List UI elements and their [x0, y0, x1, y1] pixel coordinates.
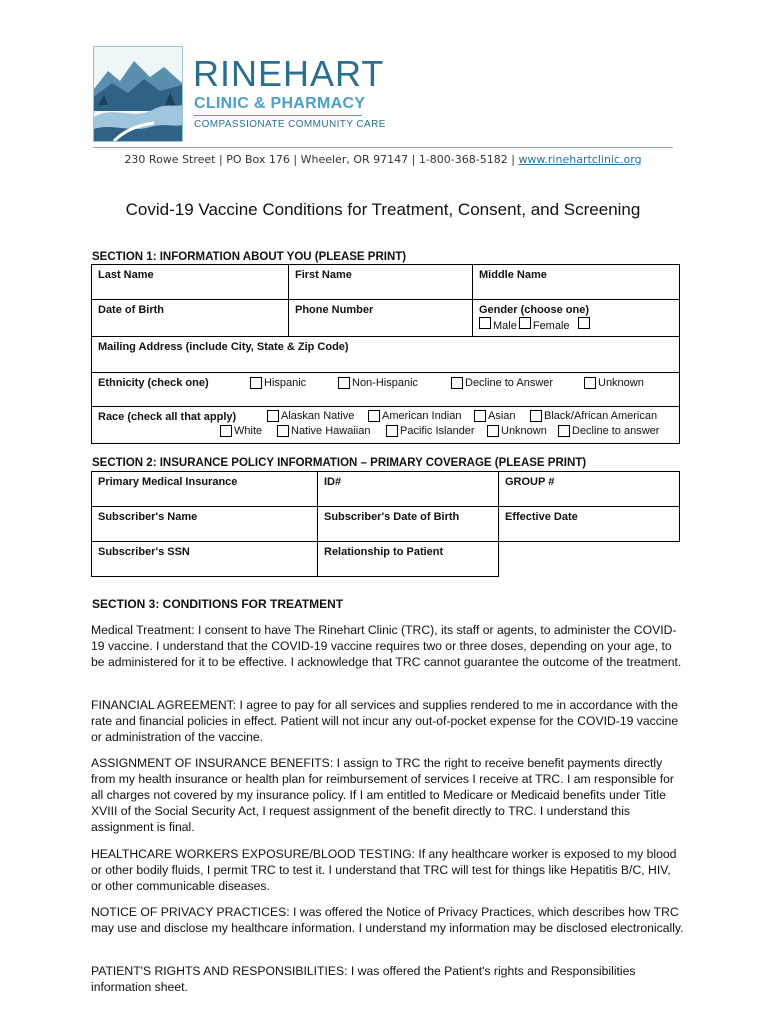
subscriber-dob-field[interactable]: Subscriber's Date of Birth — [318, 507, 499, 542]
race-american-indian-checkbox[interactable] — [368, 410, 380, 422]
subscriber-ssn-field[interactable]: Subscriber's SSN — [92, 542, 318, 577]
empty-cell — [499, 542, 680, 577]
website-link[interactable]: www.rinehartclinic.org — [518, 153, 642, 166]
section1-table — [91, 264, 680, 444]
mountain-river-logo-icon — [94, 47, 182, 141]
patient-rights-paragraph: PATIENT'S RIGHTS AND RESPONSIBILITIES: I was offered the Patient's rights and Responsibilities information sheet. — [91, 964, 636, 994]
privacy-practices-paragraph: NOTICE OF PRIVACY PRACTICES: I was offered the Notice of Privacy Practices, which describes how TRC may use and disclose my healthcare information. I understand my information may be disclosed electronically. — [91, 905, 684, 935]
race-decline-label: Decline to answer — [572, 425, 660, 437]
subscriber-name-field[interactable]: Subscriber's Name — [92, 507, 318, 542]
race-pacific-checkbox[interactable] — [386, 425, 398, 437]
address-line — [93, 153, 673, 166]
section3-heading: SECTION 3: CONDITIONS FOR TREATMENT — [92, 597, 344, 611]
gender-female-checkbox[interactable] — [519, 317, 531, 329]
race-hawaiian-label: Native Hawaiian — [291, 425, 371, 437]
ethnicity-nonhispanic-checkbox[interactable] — [338, 377, 350, 389]
medical-treatment-paragraph: Medical Treatment: I consent to have The Rinehart Clinic (TRC), its staff or agents, to administer the COVID-19 vaccine. I understand that the COVID-19 vaccine requires two or three doses, depending on your age, to be administered for it to be effective. I acknowledge that TRC cannot guarantee the outcome of the treatment. — [91, 623, 682, 669]
race-american-indian-label: American Indian — [382, 410, 462, 422]
relationship-field[interactable]: Relationship to Patient — [318, 542, 499, 577]
brand-subtitle: CLINIC & PHARMACY — [194, 95, 366, 112]
ethnicity-unknown-checkbox[interactable] — [584, 377, 596, 389]
race-black-label: Black/African American — [544, 410, 658, 422]
primary-insurance-field[interactable]: Primary Medical Insurance — [92, 472, 318, 507]
document-title: Covid-19 Vaccine Conditions for Treatment, Consent, and Screening — [125, 200, 641, 219]
header-divider — [93, 147, 673, 148]
gender-male-checkbox[interactable] — [479, 317, 491, 329]
race-pacific-label: Pacific Islander — [400, 425, 475, 437]
financial-agreement-paragraph: FINANCIAL AGREEMENT: I agree to pay for all services and supplies rendered to me in accordance with the rate and financial policies in effect. Patient will not incur any out-of-pocket expense for the COVID-19 vaccine or administration of the vaccine. — [91, 698, 679, 744]
address-text: 230 Rowe Street | PO Box 176 | Wheeler, OR 97147 | 1-800-368-5182 | — [124, 153, 515, 166]
blood-testing-paragraph: HEALTHCARE WORKERS EXPOSURE/BLOOD TESTING: If any healthcare worker is exposed to my blood or other bodily fluids, I permit TRC to test it. I understand that TRC will test for things like Hepatitis B/C, HIV, or other communicable diseases. — [91, 847, 677, 893]
ethnicity-hispanic-label: Hispanic — [264, 377, 307, 389]
race-black-checkbox[interactable] — [530, 410, 542, 422]
race-alaskan-label: Alaskan Native — [281, 410, 355, 422]
gender-label: Gender (choose one) — [479, 304, 590, 316]
brand-tagline: COMPASSIONATE COMMUNITY CARE — [194, 119, 386, 130]
race-white-label: White — [234, 425, 263, 437]
dob-field[interactable]: Date of Birth — [92, 300, 289, 337]
race-decline-checkbox[interactable] — [558, 425, 570, 437]
ethnicity-decline-label: Decline to Answer — [465, 377, 554, 389]
ethnicity-unknown-label: Unknown — [598, 377, 644, 389]
phone-field[interactable]: Phone Number — [289, 300, 473, 337]
race-row — [92, 407, 680, 444]
id-field[interactable]: ID# — [318, 472, 499, 507]
insurance-assignment-paragraph: ASSIGNMENT OF INSURANCE BENEFITS: I assign to TRC the right to receive benefit payments directly from my health insurance or health plan for reimbursement of services I receive at TRC. I am responsible for all charges not covered by my insurance policy. If I am entitled to Medicare or Medicaid benefits under Title XVIII of the Social Security Act, I request assignment of the benefit directly to TRC. I understand this assignment is final. — [91, 756, 674, 834]
race-hawaiian-checkbox[interactable] — [277, 425, 289, 437]
effective-date-field[interactable]: Effective Date — [499, 507, 680, 542]
last-name-field[interactable]: Last Name — [92, 265, 289, 300]
ethnicity-nonhispanic-label: Non-Hispanic — [352, 377, 419, 389]
race-unknown-checkbox[interactable] — [487, 425, 499, 437]
first-name-field[interactable]: First Name — [289, 265, 473, 300]
middle-name-field[interactable]: Middle Name — [473, 265, 680, 300]
ethnicity-label: Ethnicity (check one) — [98, 377, 209, 389]
race-asian-label: Asian — [488, 410, 516, 422]
race-white-checkbox[interactable] — [220, 425, 232, 437]
brand-name: RINEHART — [193, 53, 385, 94]
section2-table — [91, 471, 680, 577]
section1-heading: SECTION 1: INFORMATION ABOUT YOU (PLEASE PRINT) — [92, 251, 407, 263]
race-alaskan-checkbox[interactable] — [267, 410, 279, 422]
gender-field — [473, 300, 680, 337]
mailing-address-field[interactable]: Mailing Address (include City, State & Zip Code) — [92, 337, 680, 373]
race-label: Race (check all that apply) — [98, 411, 237, 423]
clinic-logo — [93, 46, 183, 142]
section2-heading: SECTION 2: INSURANCE POLICY INFORMATION – PRIMARY COVERAGE (PLEASE PRINT) — [92, 457, 587, 469]
gender-male-label: Male — [493, 320, 517, 332]
ethnicity-hispanic-checkbox[interactable] — [250, 377, 262, 389]
gender-other-checkbox[interactable] — [578, 317, 590, 329]
race-asian-checkbox[interactable] — [474, 410, 486, 422]
gender-female-label: Female — [532, 320, 570, 332]
race-unknown-label: Unknown — [501, 425, 547, 437]
ethnicity-row — [92, 373, 680, 407]
group-field[interactable]: GROUP # — [499, 472, 680, 507]
ethnicity-decline-checkbox[interactable] — [451, 377, 463, 389]
brand-divider — [194, 115, 362, 116]
